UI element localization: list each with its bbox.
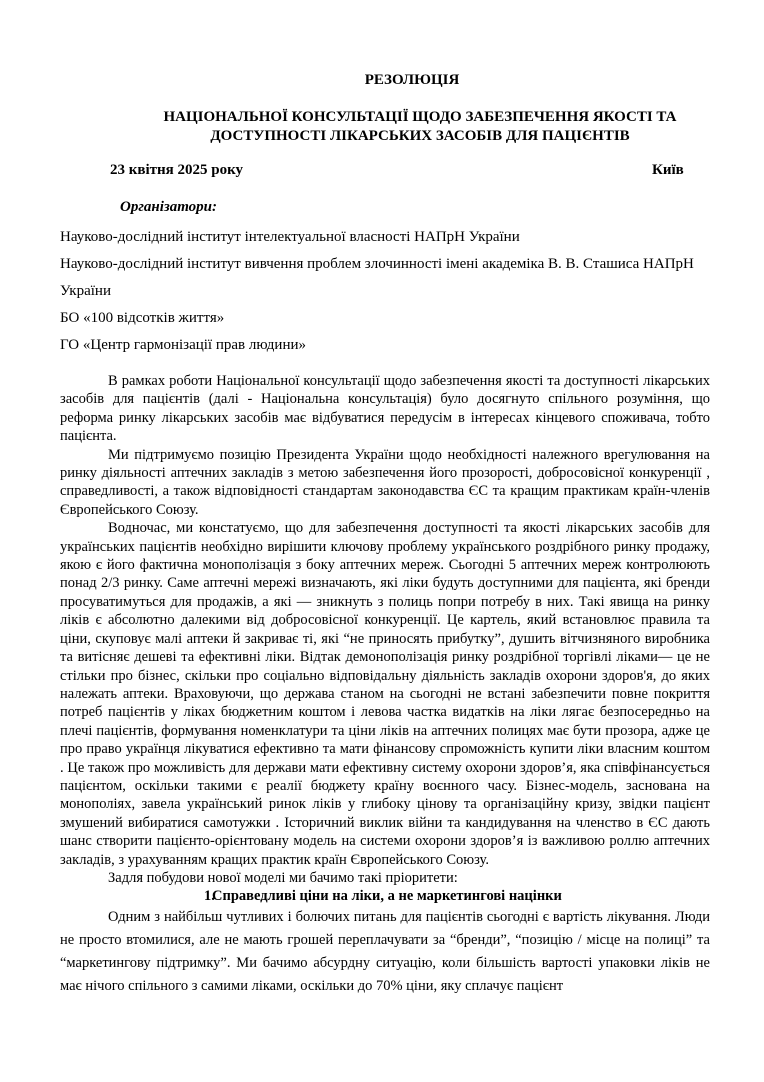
organizers-heading: Організатори: [120, 199, 218, 215]
organizer-item: ГО «Центр гармонізації прав людини» [60, 337, 307, 353]
priority-paragraph: Одним з найбільш чутливих і болючих питань для пацієнтів сьогодні є вартість лікування. Люди не просто втомилися, але не мають грошей переплачувати за “бренди”, “позицію / місце на полиці” та “маркетингову підтримку”. Ми бачимо абсурдну ситуацію, коли більшість вартості упаковки ліків не має нічого спільного з самими ліками, оскільки до 70% ціни, яку сплачує пацієнт [60, 908, 710, 994]
document-subtitle: НАЦІОНАЛЬНОЇ КОНСУЛЬТАЦІЇ ЩОДО ЗАБЕЗПЕЧЕННЯ ЯКОСТІ ТА ДОСТУПНОСТІ ЛІКАРСЬКИХ ЗАСОБІВ ДЛЯ ПАЦІЄНТІВ [163, 109, 677, 144]
organizer-item: Науково-дослідний інститут вивчення проблем злочинності імені академіка В. В. Сташиса НАПрН України [60, 256, 694, 299]
priority-heading [60, 887, 710, 905]
organizers-list [60, 224, 720, 359]
document-body [60, 372, 710, 998]
priority-title: Справедливі ціни на ліки, а не маркетингові націнки [212, 888, 562, 905]
organizer-item: Науково-дослідний інститут інтелектуальної власності НАПрН України [60, 229, 520, 245]
document-city: Київ [652, 162, 684, 178]
body-paragraph: Водночас, ми констатуємо, що для забезпечення доступності та якості лікарських засобів для українських пацієнтів необхідно вирішити ключову проблему українського роздрібного ринку продажу, якою є його фактична монополізація з боку аптечних мереж. Сьогодні 5 аптечних мереж контролюють понад 2/3 ринку. Саме аптечні мережі визначають, які ліки будуть доступними для пацієнта, які бренди просуватимуться для продажів, а які — зникнуть з полиць попри потребу в них. Такі явища на ринку ліків є абсолютно далекими від добросовісної конкуренції. Це картель, який встановлює правила та ціни, скуповує малі аптеки й закриває ті, які “не приносять прибутку”, душить вітчизняного виробника та витісняє дешеві та ефективні ліки. Відтак демонополізація ринку роздрібної торгівлі ліками— це не стільки про бізнес, скільки про соціально відповідальну діяльність закладів охорони здоров'я, до яких належать аптеки. Враховуючи, що держава станом на сьогодні не встані забезпечити повне покриття потреб пацієнтів у ліках бюджетним коштом і левова частка видатків на ліки лягає безпосередньо на плечі пацієнтів, формування номенклатури та ціни ліків на аптечних полицях має бути прозора, адже це про право українця лікуватися ефективно та мати фінансову спроможність купити ліки власним коштом . Це також про можливість для держави мати ефективну систему охорони здоров’я, яка співфінансується пацієнтом, оскільки такими є реалії бюджету країну воєнного часу. Бізнес-модель, заснована на монополіях, завела український ринок ліків у глибоку цінову та організаційну кризу, звідки пацієнт змушений вибиратися самотужки . Історичний виклик війни та кандидування на членство в ЄС дають шанс створити пацієнто-орієнтовану модель на системи охорони здоров’я із важливою роллю аптечних закладів, з урахуванням кращих практик країн Європейського Союзу. [60, 520, 710, 868]
priority-number: 1. [204, 888, 215, 905]
body-paragraph: В рамках роботи Національної консультації щодо забезпечення якості та доступності лікарських засобів для пацієнтів (далі - Національна консультація) було досягнуто спільного розуміння, що реформа ринку лікарських засобів має відбуватися передусім в інтересах кінцевого споживача, тобто пацієнта. [60, 373, 710, 445]
body-paragraph: Ми підтримуємо позицію Президента України щодо необхідності належного врегулювання на ринку діяльності аптечних закладів з метою забезпечення його прозорості, добросовісної конкуренції , справедливості, а також відповідності стандартам законодавства ЄС та кращим практикам країн-членів Європейського Союзу. [60, 446, 710, 518]
document-title: РЕЗОЛЮЦІЯ [364, 72, 460, 88]
organizer-item: БО «100 відсотків життя» [60, 310, 225, 326]
document-date: 23 квітня 2025 року [110, 162, 244, 178]
priorities-intro: Задля побудови нової моделі ми бачимо такі пріоритети: [108, 869, 458, 886]
